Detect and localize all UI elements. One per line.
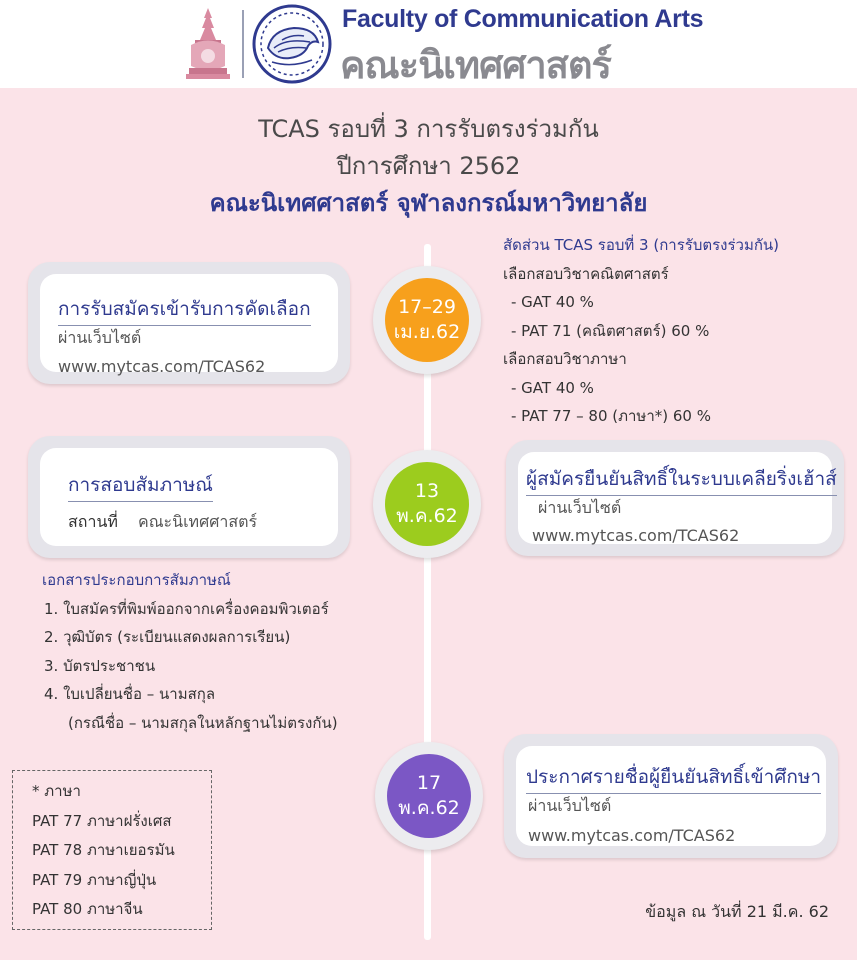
clearing-house-card-body — [518, 452, 837, 545]
interview-card-title: การสอบสัมภาษณ์ — [68, 470, 213, 502]
date-badge-green — [385, 462, 469, 546]
faculty-university-title: คณะนิเทศศาสตร์ จุฬาลงกรณ์มหาวิทยาลัย — [209, 189, 648, 217]
date-badge-orange — [385, 278, 469, 362]
documents-heading: เอกสารประกอบการสัมภาษณ์ — [42, 571, 231, 589]
document-note: (กรณีชื่อ – นามสกุลในหลักฐานไม่ตรงกัน) — [68, 713, 338, 732]
interview-card — [28, 436, 350, 558]
interview-documents — [42, 566, 338, 737]
language-item: PAT 78 ภาษาเยอรมัน — [32, 841, 175, 859]
language-item: PAT 77 ภาษาฝรั่งเศส — [32, 811, 172, 830]
application-card-body — [40, 274, 338, 376]
application-via-label: ผ่านเว็บไซต์ — [58, 328, 142, 347]
ratio-math-pat: - PAT 71 (คณิตศาสตร์) 60 % — [511, 321, 710, 340]
ratio-group-language: เลือกสอบวิชาภาษา — [503, 350, 627, 368]
clearing-house-card — [506, 440, 844, 556]
date-badge-purple — [387, 754, 471, 838]
document-item: 4. ใบเปลี่ยนชื่อ – นามสกุล — [44, 685, 216, 703]
ratio-lang-gat: - GAT 40 % — [511, 378, 594, 397]
announcement-card-title: ประกาศรายชื่อผู้ยืนยันสิทธิ์เข้าศึกษา — [526, 762, 821, 794]
language-legend — [12, 770, 212, 930]
timeline-date-announce — [375, 742, 483, 850]
interview-place: คณะนิเทศศาสตร์ — [138, 512, 258, 531]
tcas-ratio-block — [503, 231, 779, 431]
ratio-lang-pat: - PAT 77 – 80 (ภาษา*) 60 % — [511, 407, 711, 425]
date-line2: พ.ค.62 — [398, 797, 460, 819]
document-item: 3. บัตรประชาชน — [44, 656, 156, 675]
faculty-name-th: คณะนิเทศศาสตร์ — [340, 43, 611, 87]
application-card-title: การรับสมัครเข้ารับการคัดเลือก — [58, 294, 311, 326]
faculty-name-en: Faculty of Communication Arts — [342, 5, 704, 33]
date-line1: 13 — [414, 480, 440, 502]
document-item: 1. ใบสมัครที่พิมพ์ออกจากเครื่องคอมพิวเตอร์ — [44, 599, 329, 618]
header-banner — [0, 0, 857, 88]
date-line1: 17–29 — [398, 296, 456, 318]
interview-card-body — [40, 448, 338, 546]
clearing-url[interactable]: www.mytcas.com/TCAS62 — [532, 526, 740, 545]
conch-shell-logo-icon — [252, 4, 332, 84]
university-crest-icon — [183, 6, 233, 80]
ratio-math-gat: - GAT 40 % — [511, 293, 594, 311]
ratio-group-math: เลือกสอบวิชาคณิตศาสตร์ — [503, 264, 669, 283]
announcement-card — [504, 734, 838, 858]
announcement-url[interactable]: www.mytcas.com/TCAS62 — [528, 826, 736, 845]
academic-year: ปีการศึกษา 2562 — [336, 152, 521, 180]
date-line1: 17 — [416, 772, 442, 794]
data-date-note: ข้อมูล ณ วันที่ 21 มี.ค. 62 — [645, 902, 829, 921]
application-card — [28, 262, 350, 384]
interview-place-label: สถานที่ — [68, 512, 118, 531]
logo-divider — [242, 10, 244, 78]
application-url[interactable]: www.mytcas.com/TCAS62 — [58, 357, 266, 376]
clearing-via-label: ผ่านเว็บไซต์ — [538, 498, 622, 517]
document-item: 2. วุฒิบัตร (ระเบียนแสดงผลการเรียน) — [44, 628, 291, 646]
timeline-date-apply — [373, 266, 481, 374]
date-line2: พ.ค.62 — [396, 505, 458, 527]
announcement-card-body — [516, 746, 826, 846]
language-item: PAT 80 ภาษาจีน — [32, 900, 143, 918]
page-title: TCAS รอบที่ 3 การรับตรงร่วมกัน — [258, 115, 599, 143]
language-legend-heading: * ภาษา — [32, 782, 81, 800]
language-item: PAT 79 ภาษาญี่ปุ่น — [32, 870, 157, 889]
timeline-date-interview — [373, 450, 481, 558]
announcement-via-label: ผ่านเว็บไซต์ — [528, 796, 612, 815]
clearing-house-card-title: ผู้สมัครยืนยันสิทธิ์ในระบบเคลียริ่งเฮ้าส์ — [526, 464, 837, 496]
date-line2: เม.ย.62 — [393, 321, 461, 343]
ratio-heading: สัดส่วน TCAS รอบที่ 3 (การรับตรงร่วมกัน) — [503, 236, 780, 254]
